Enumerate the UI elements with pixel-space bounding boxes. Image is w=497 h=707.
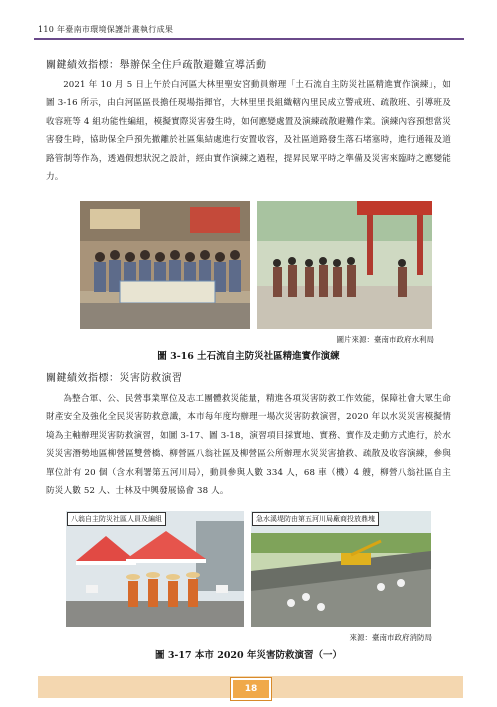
figure-caption-3-16: 圖 3-16 土石流自主防災社區精進實作演練 [157, 351, 340, 362]
photo-label-right: 急水溪堤防由第五河川局廠商投放鼎塊 [252, 512, 379, 526]
running-header: 110 年臺南市環境保護計畫執行成果 [38, 25, 174, 34]
photo-community-team [66, 511, 244, 627]
section-heading-disaster-drill: 關鍵績效指標：災害防救演習 [46, 373, 183, 384]
photo-community-drill-outdoor [257, 201, 432, 329]
figure-caption-3-17: 圖 3-17 本市 2020 年災害防救演習（一） [155, 650, 342, 661]
photo-label-left: 八翁自主防災社區人員及編組 [67, 512, 166, 526]
photo-source-note: 圖片來源：臺南市政府水利局 [336, 335, 434, 344]
photo-source-note-2: 來源：臺南市政府消防局 [349, 633, 432, 642]
page-number: 18 [231, 678, 271, 700]
paragraph-disaster-drill: 為整合軍、公、民營事業單位及志工團體救災能量，精進各項災害防救工作效能，保障社會大眾生命財產安全及強化全民災害防救意識，本市每年度均辦理一場次災害防救演習，2020 年以水災災害模擬情境為主軸辦理災害防救演習，如圖 3-17、圖 3-18，演習項目採實地、實務、實作及走動方式進行，於水災災害潛勢地區柳營區雙營橋、柳營區八翁社區及柳營區公所辦理水災災害搶救、疏散及收容演練，參與單位計有 20 個（含水利署第五河川局），動員參與人數 334 人，68 車（機）4 艘，柳營八翁社區自主防災人數 52 人、士林及中興發展協會 38 人。 [46, 394, 451, 497]
section-heading-evacuation: 關鍵績效指標：舉辦保全住戶疏散避難宣導活動 [46, 60, 267, 71]
paragraph-evacuation: 2021 年 10 月 5 日上午於白河區大林里聖安宮動員辦理「土石流自主防災社區精進實作演練」，如圖 3-16 所示，由白河區區長擔任現場指揮官，大林里里長組織轄內里民成立警戒班、疏散班、引導班及收容班等 4 組功能性編組，模擬實際災害發生時，如何應變處置及演練疏散避難作業。演練內容預想當災害發生時，協助保全戶預先撤離於社區集結處進行安置收容，及社區道路發生落石堵塞時，進行通報及道路管制等作為，透過假想狀況之設計，經由實作演練之過程，提昇民眾平時之準備及災害來臨時之應變能力。 [46, 80, 451, 183]
photo-community-drill-group [80, 201, 250, 329]
photo-embankment-blocks [251, 511, 431, 627]
header-rule [34, 38, 464, 40]
